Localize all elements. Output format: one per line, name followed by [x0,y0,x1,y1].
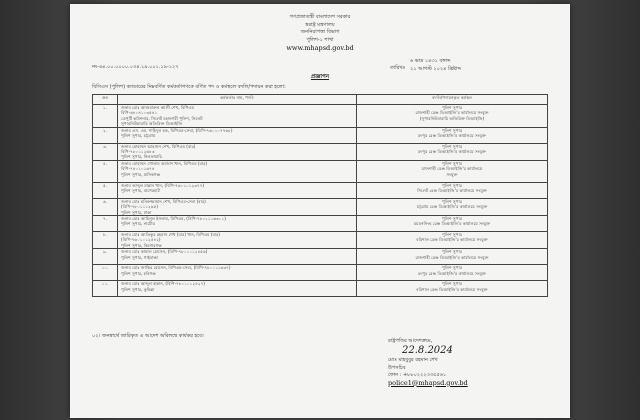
row-posting [357,216,548,232]
row-officer [118,232,357,249]
document-page [70,4,570,418]
header-officer: কর্মকর্তার নাম, পদবি [118,95,357,105]
table-row [93,281,548,297]
officer-line: পুলিশ সুপার, বাগেরহাট [121,188,160,194]
row-officer [118,143,357,160]
header-posting: বদলি/পদায়নকৃত কর্মস্থল [357,95,548,105]
table-row [93,160,548,182]
officer-line: জনাব মোঃ আমিনুল ইসলাম, বিপিএম, (বিপি-৭৮০১১১৬৩০১) [121,216,226,222]
signatory-email-link[interactable]: police1@mhapsd.gov.bd [388,378,468,387]
posting-line: পুলিশ সুপার [441,182,463,188]
row-posting [357,143,548,160]
row-serial: ২. [93,127,118,143]
posting-line: রাজশাহী রেঞ্জ ডিআইজি'র কার্যালয়ে সংযুক্ত [415,110,489,116]
posting-line: চট্টগ্রাম রেঞ্জ ডিআইজি'র কার্যালয়ে সংযুক্ত [416,204,488,210]
officer-line: পুলিশ সুপার, ঢাকা [121,209,152,215]
row-posting [357,249,548,265]
website-link[interactable]: www.mhapsd.gov.bd [286,44,354,53]
row-posting [357,127,548,143]
posting-line: বরিশাল রেঞ্জ ডিআইজি'র কার্যালয়ে সংযুক্ত [416,237,488,243]
reference-number: নং-৪৪.০০.০০০০.০৩৪.১৯.০০১.১৯-১২৭ [92,64,179,70]
officer-line: পুলিশ সুপার, চট্টগ্রাম [121,133,156,139]
posting-line: রংপুর রেঞ্জ ডিআইজি'র কার্যালয়ে সংযুক্ত [418,133,486,139]
officer-line: পুলিশ সুপার, হবিগঞ্জ [121,270,156,276]
table-row [93,198,548,215]
handwritten-signature-date: 22.8.2024 [402,345,453,357]
letterhead-line: গণপ্রজাতন্ত্রী বাংলাদেশ সরকার [289,14,351,20]
letterhead-line: জননিরাপত্তা বিভাগ [300,29,340,36]
posting-line: সংযুক্ত [446,171,458,177]
posting-line: রাজশাহী রেঞ্জ ডিআইজি'র কার্যালয়ে [421,166,483,172]
row-serial: ৩. [93,143,118,160]
letterhead-line: স্বরাষ্ট্র মন্ত্রণালয় [305,21,335,28]
table-row [93,265,548,281]
posting-line: পুলিশ সুপার [441,105,463,110]
issue-date [390,57,462,73]
officer-line: জনাব মোঃ জাকির হোসেন, বিপিএম-সেবা, (বিপি-৭৮০১১১৬৩৭) [121,265,231,271]
table-row [93,127,548,143]
officer-line: বিপি-৬৮০৪১০৩৫৪১ [121,110,158,116]
row-serial: ৮. [93,232,118,249]
officer-line: পুলিশ সুপার, মানিকগঞ্জ [121,171,161,177]
table-row [93,216,548,232]
date-label: তারিখঃ [390,65,406,71]
transfer-table [92,94,548,297]
posting-line: পুলিশ সুপার [441,143,463,149]
notice-title: প্রজ্ঞাপন [311,74,329,80]
officer-line: পুলিশ সুপার, গাইবান্ধা [121,254,158,260]
posting-line: বরিশাল রেঞ্জ ডিআইজি'র কার্যালয়ে সংযুক্ত [416,286,488,292]
date-bangla: ৬ ভাদ্র ১৪৩১ বঙ্গাব্দ [410,58,451,64]
posting-line: পুলিশ সুপার [441,216,463,222]
officer-line: বিপি-৭৮০১১২৬৮৩ [121,149,155,155]
officer-line: জনাব মোঃ আব্দুল হান্নান, (বিপি-৭৮০১০১২৪২৭) [121,281,205,287]
letterhead-line: পুলিশ-১ শাখা [306,36,334,43]
officer-line: বিপি-৭৪০১০১৬৭৪ [121,166,155,172]
posting-line: পুলিশ সুপার [441,265,463,271]
signatory-name: মোঃ মাহবুবুর রহমান শেখ [388,357,438,364]
table-row [93,182,548,198]
signatory-phone: ফোন : +৮৮০২২২৩৩৫৫৬১ [388,372,447,379]
row-serial: ৪. [93,160,118,182]
posting-line: পুলিশ সুপার [441,127,463,133]
officer-line: ডেপুটি কমিশনার, সিলেট মহানগরী পুলিশ, সিলেট [121,115,203,121]
officer-line: জনাব মোঃ মনিরুজ্জামান শেখ, বিপিএম-সেবা (বার) [121,198,206,204]
row-posting [357,265,548,281]
row-officer [118,127,357,143]
table-row [93,105,548,128]
row-serial: ৭. [93,216,118,232]
row-officer [118,160,357,182]
posting-line: পুলিশ সুপার [441,160,463,166]
officer-line: জনাব মোঃ আজমারুল আলী শেখ, বিপিএম [121,105,194,110]
officer-line: (বিপি-৭৮০১১১২৬৫) [121,204,158,210]
row-serial: ৯. [93,249,118,265]
effect-note: ০২। জনস্বার্থে জারিকৃত এ আদেশ অবিলম্বে কার্যকর হবে। [92,333,204,339]
posting-line: সিলেট রেঞ্জ ডিআইজি'র কার্যালয়ে সংযুক্ত [417,188,487,194]
row-serial: ৬. [93,198,118,215]
row-officer [118,249,357,265]
row-officer [118,281,357,297]
posting-line: ময়মনসিংহ রেঞ্জ ডিআইজি'র কার্যালয়ে সংযুক্ত [413,221,491,227]
posting-line: রাজশাহী রেঞ্জ ডিআইজি'র কার্যালয়ে সংযুক্ত [415,254,489,260]
posting-line: পুলিশ সুপার [441,232,463,238]
letterhead [70,14,570,53]
officer-line: জনাব আব্দুল মান্নান খান, (বিপি-৭৬০১০১২৩৭৭) [121,182,205,188]
posting-line: রংপুর রেঞ্জ ডিআইজি'র কার্যালয়ে সংযুক্ত [418,270,486,276]
row-serial: ১. [93,105,118,128]
officer-line: (বিপি-৭৬০১০১২৫৪২) [121,237,161,243]
officer-line: সুপারনিউমারারি অতিরিক্ত ডিআইজি [121,121,183,127]
signature-block [388,338,468,387]
row-posting [357,182,548,198]
row-posting [357,160,548,182]
by-order-text: রাষ্ট্রপতির আদেশক্রমে, [388,338,433,344]
posting-line: (সুপারনিউমারারি অতিরিক্ত ডিআইজি) [419,115,485,121]
row-posting [357,198,548,215]
table-row [93,249,548,265]
row-officer [118,216,357,232]
officer-line: জনাব মোঃ কামাল হোসেন, (বিপি-৭৮০১০১২৪৫৬) [121,249,208,255]
row-serial: ১০. [93,265,118,281]
date-english: ২১ আগস্ট ২০২৪ খ্রিষ্টাব্দ [410,66,462,72]
notice-intro: বিসিএস (পুলিশ) ক্যাডারের নিম্নবর্ণিত কর্মকর্তাগণকে বর্ণিত পদ ও কর্মস্থলে বদলি/পদায়ন করা হলো: [92,84,286,90]
officer-line: জনাব মোহাম্মদ আহসান শেখ, বিপিএম (বার) [121,143,196,149]
header-serial: ক্রম [93,95,118,105]
officer-line: পুলিশ সুপার, কিশোরগঞ্জ [121,242,162,248]
table-row [93,143,548,160]
posting-line: পুলিশ সুপার [441,249,463,255]
posting-line: পুলিশ সুপার [441,198,463,204]
officer-line: জনাব মোঃ আতিকুর রহমান শেখ (বার) খান, বিপিএম (বার) [121,232,220,238]
row-officer [118,182,357,198]
row-posting [357,105,548,128]
officer-line: পুলিশ সুপার, কুমিল্লা [121,286,155,292]
row-officer [118,198,357,215]
posting-line: পুলিশ সুপার [441,281,463,287]
signatory-designation: উপসচিব [388,364,406,371]
officer-line: জনাব মোহাম্মদ গোলাম আজাদ খান, বিপিএম (বার) [121,160,208,166]
row-posting [357,281,548,297]
row-posting [357,232,548,249]
row-serial: ১১. [93,281,118,297]
table-row [93,232,548,249]
row-officer [118,265,357,281]
officer-line: পুলিশ সুপার, নিলফামারি [121,154,162,160]
posting-line: রংপুর রেঞ্জ ডিআইজি'র কার্যালয়ে সংযুক্ত [418,149,486,155]
officer-line: জনাব এস. এম. শাহিদুল হক, বিপিএম-সেবা, (বিপি-৭৬০১০৭৭৬৮) [121,127,233,133]
officer-line: পুলিশ সুপার, নাটোর [121,221,155,227]
table-header-row [93,95,548,105]
row-serial: ৫. [93,182,118,198]
row-officer [118,105,357,128]
